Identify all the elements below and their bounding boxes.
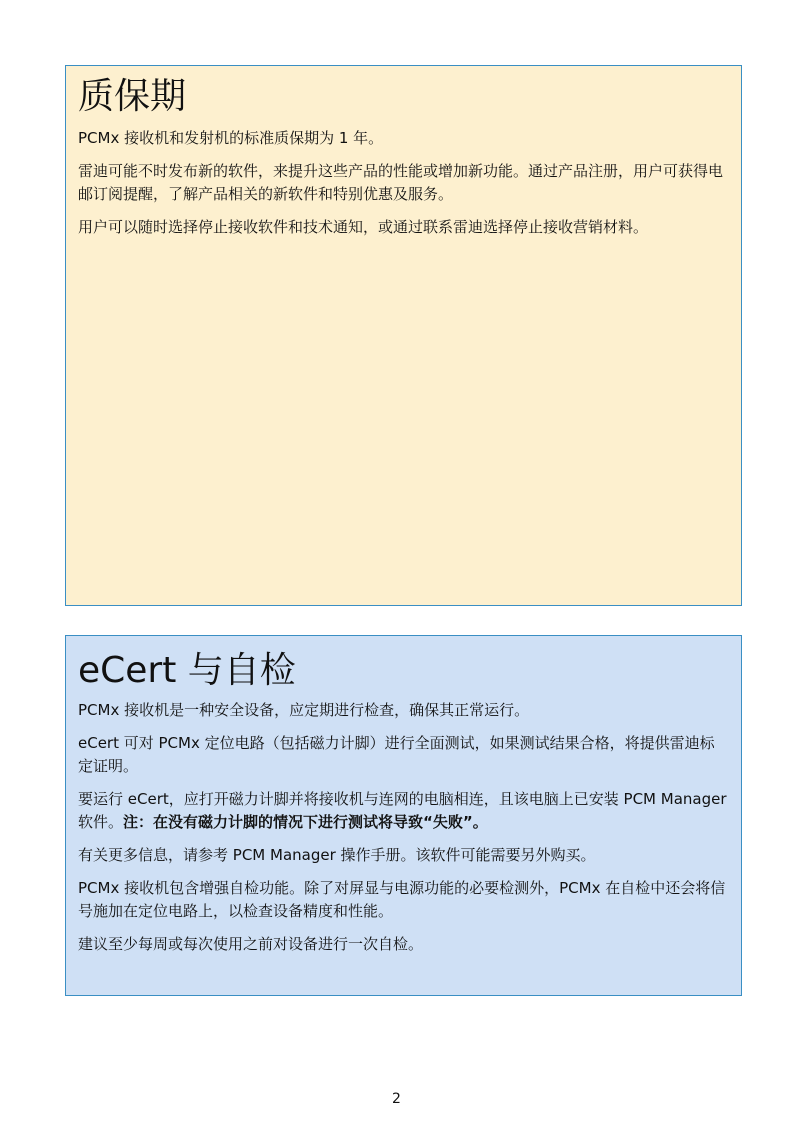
ecert-paragraph-4: 有关更多信息，请参考 PCM Manager 操作手册。该软件可能需要另外购买。 bbox=[78, 846, 596, 865]
ecert-paragraph-2: eCert 可对 PCMx 定位电路（包括磁力计脚）进行全面测试，如果测试结果合格，将提供雷迪标定证明。 bbox=[78, 734, 715, 776]
ecert-paragraph-5: PCMx 接收机包含增强自检功能。除了对屏显与电源功能的必要检测外，PCMx 在自检中还会将信号施加在定位电路上，以检查设备精度和性能。 bbox=[78, 879, 726, 921]
page-number: 2 bbox=[392, 1091, 401, 1107]
ecert-paragraph-3 bbox=[78, 788, 729, 834]
warranty-paragraph-2: 雷迪可能不时发布新的软件，来提升这些产品的性能或增加新功能。通过产品注册，用户可获得电邮订阅提醒，了解产品相关的新软件和特别优惠及服务。 bbox=[78, 162, 724, 204]
warranty-section bbox=[65, 65, 742, 606]
ecert-section bbox=[65, 635, 742, 996]
warranty-paragraph-3: 用户可以随时选择停止接收软件和技术通知，或通过联系雷迪选择停止接收营销材料。 bbox=[78, 218, 649, 237]
warranty-heading: 质保期 bbox=[78, 76, 187, 117]
ecert-paragraph-1: PCMx 接收机是一种安全设备，应定期进行检查，确保其正常运行。 bbox=[78, 701, 530, 720]
ecert-paragraph-3-text: 要运行 eCert，应打开磁力计脚并将接收机与连网的电脑相连，且该电脑上已安装 PCM Manager 软件。 bbox=[78, 790, 727, 832]
ecert-heading: eCert 与自检 bbox=[78, 650, 296, 691]
ecert-note: 注：在没有磁力计脚的情况下进行测试将导致“失败”。 bbox=[123, 813, 488, 832]
warranty-paragraph-1: PCMx 接收机和发射机的标准质保期为 1 年。 bbox=[78, 129, 384, 148]
ecert-paragraph-6: 建议至少每周或每次使用之前对设备进行一次自检。 bbox=[78, 935, 424, 954]
